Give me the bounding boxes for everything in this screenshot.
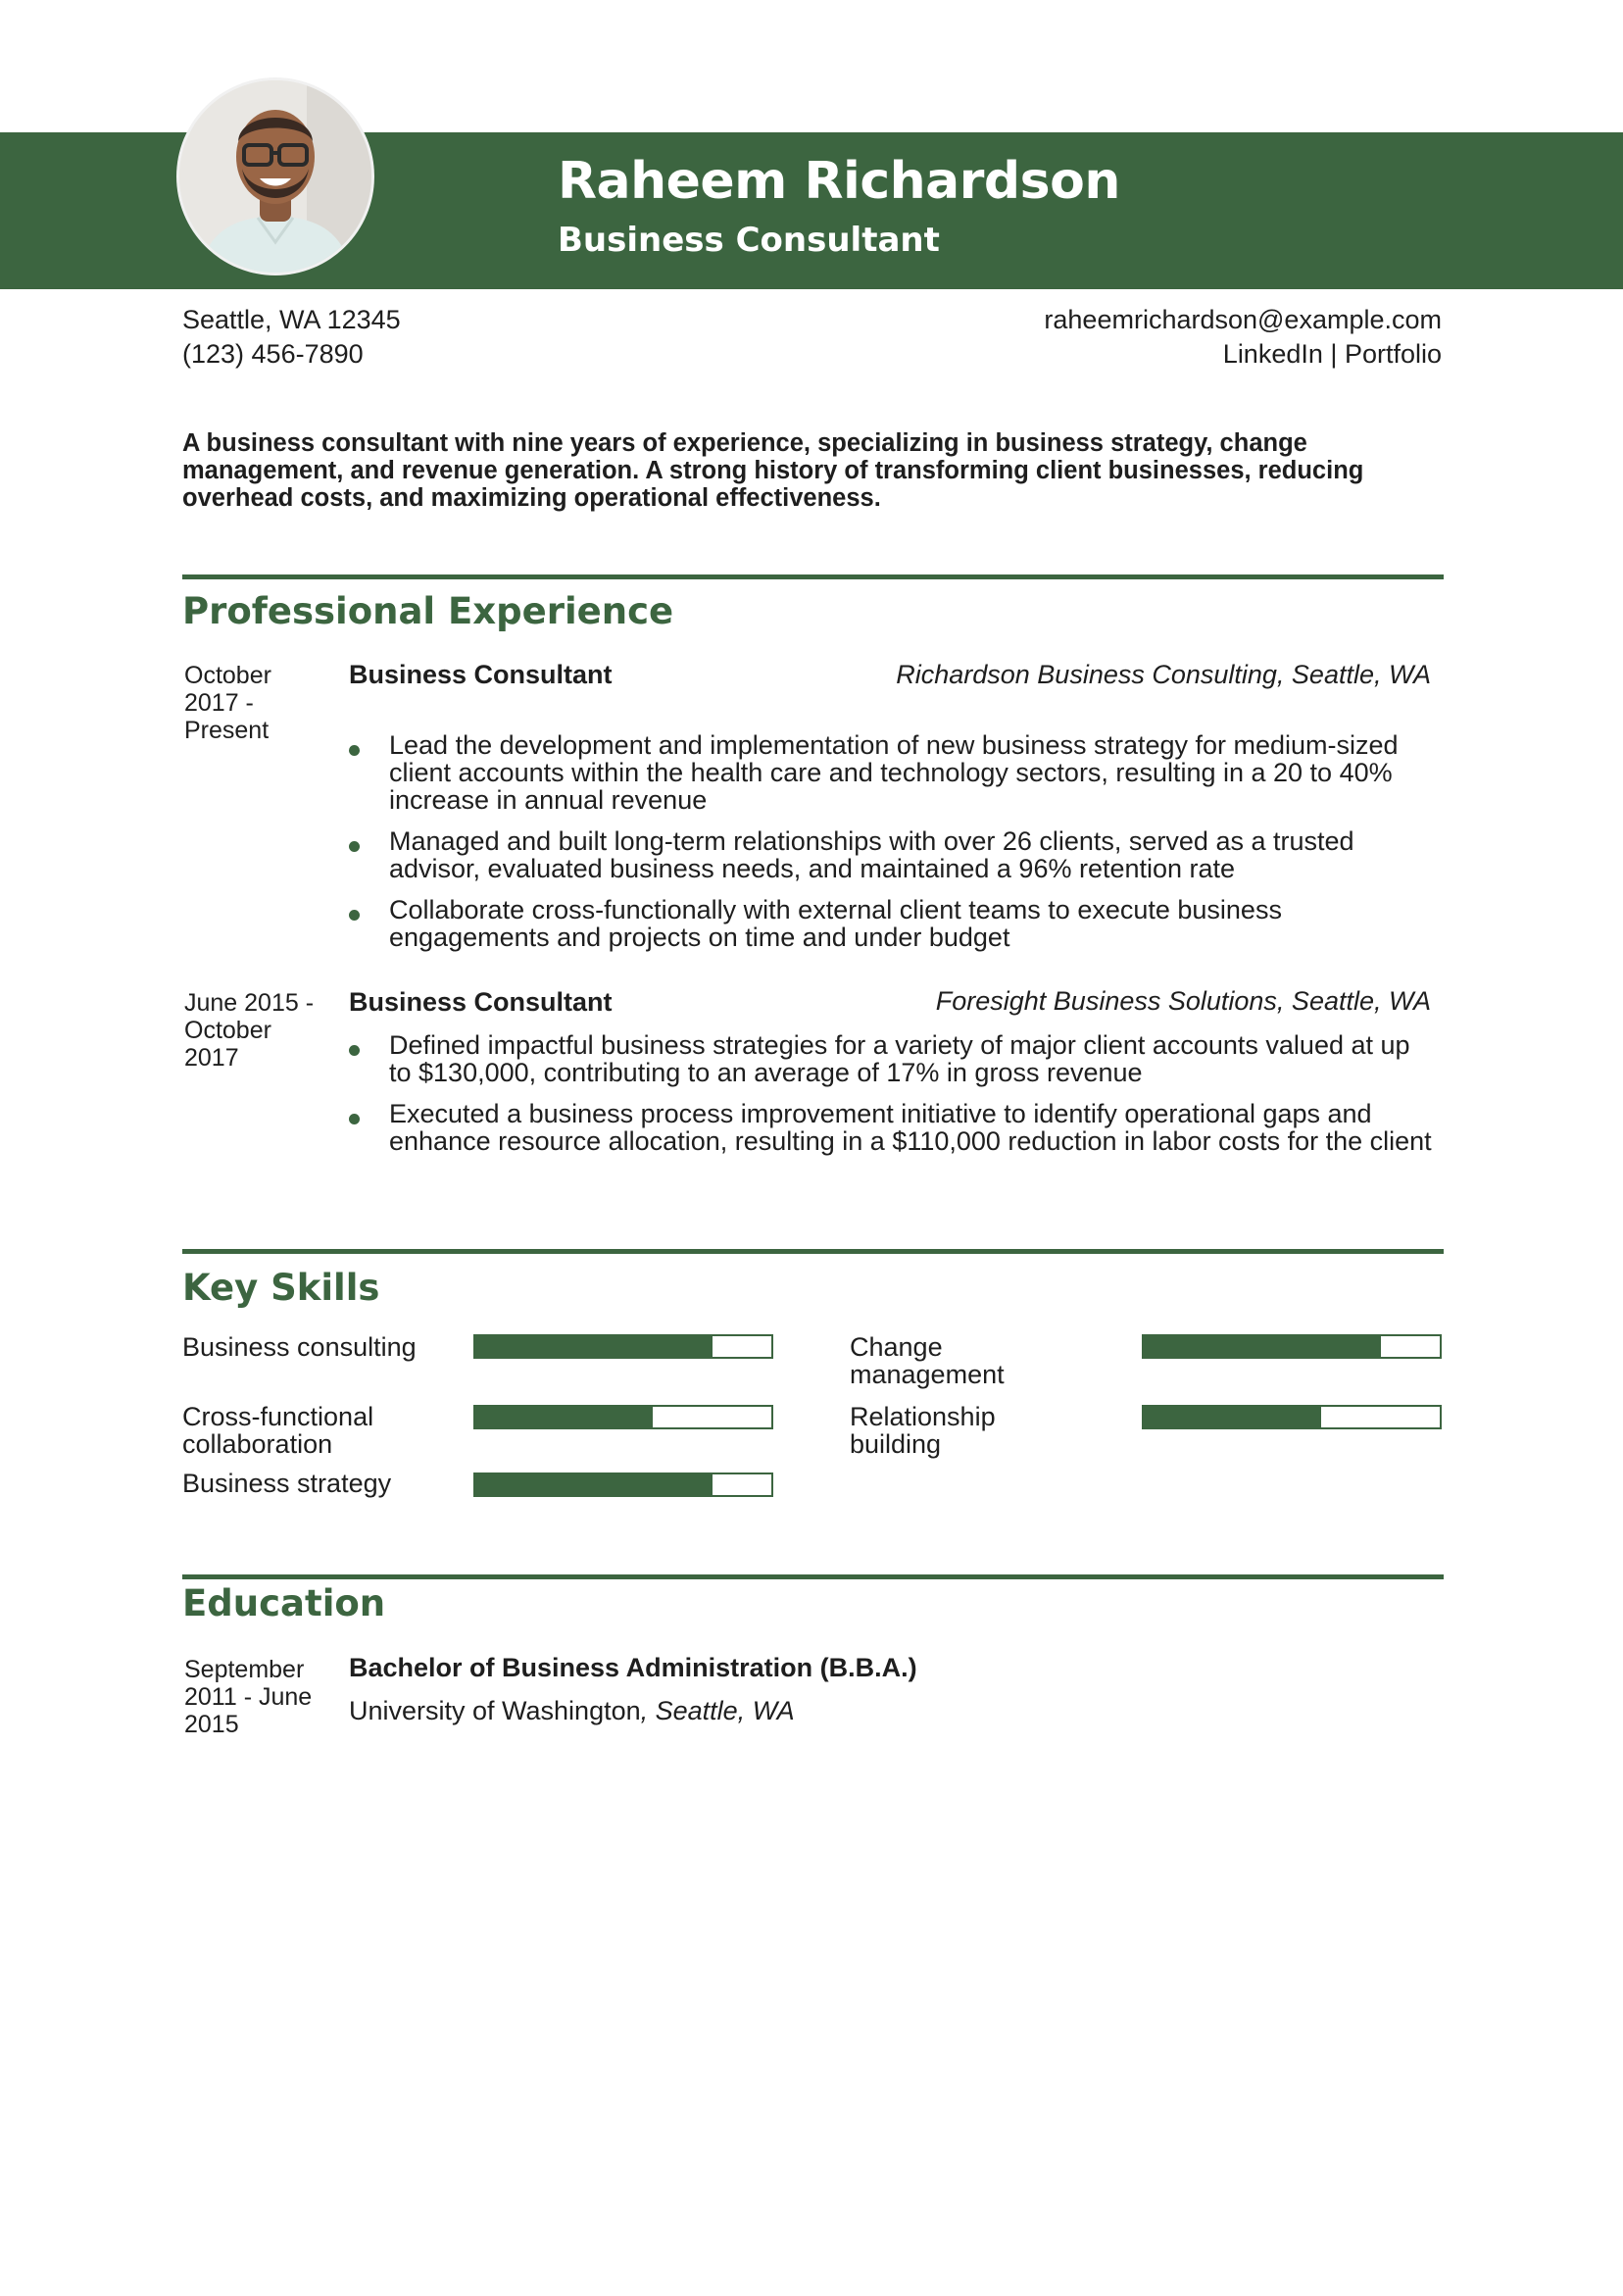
list-item: Defined impactful business strategies for a variety of major client accounts valued at up to $130,000, contributing to an average of 17% in gross revenue xyxy=(349,1031,1437,1086)
experience-heading: Professional Experience xyxy=(182,590,674,632)
list-item: Executed a business process improvement initiative to identify operational gaps and enhance resource allocation, resulting in a $110,000 reduction in labor costs for the client xyxy=(349,1100,1437,1155)
person-avatar-icon xyxy=(179,80,371,273)
candidate-name: Raheem Richardson xyxy=(558,152,1120,211)
school-name: University of Washington xyxy=(349,1696,641,1725)
list-item: Managed and built long-term relationships with over 26 clients, served as a trusted advisor, evaluated business needs, and maintained a 96% retention rate xyxy=(349,827,1437,882)
education-heading: Education xyxy=(182,1582,386,1624)
skill-bar xyxy=(473,1472,773,1497)
school-location: , Seattle, WA xyxy=(640,1696,795,1725)
job-title: Business Consultant xyxy=(349,987,613,1017)
skill-bar xyxy=(473,1334,773,1359)
skill-bar-fill xyxy=(475,1336,713,1357)
job-bullets xyxy=(349,731,1437,965)
contact-links xyxy=(1223,341,1442,368)
job-bullets xyxy=(349,1031,1437,1169)
section-divider xyxy=(182,1249,1444,1254)
skill-bar-fill xyxy=(1144,1407,1321,1427)
job-title: Business Consultant xyxy=(349,660,613,689)
job-company: Foresight Business Solutions, Seattle, WA xyxy=(935,986,1431,1016)
link-separator: | xyxy=(1330,339,1338,369)
job-dates: October 2017 - Present xyxy=(184,662,271,744)
skill-bar-fill xyxy=(1144,1336,1381,1357)
job-dates: June 2015 - October 2017 xyxy=(184,989,315,1072)
list-item: Lead the development and implementation of new business strategy for medium-sized client accounts within the health care and technology sectors, resulting in a 20 to 40% increase in annual revenue xyxy=(349,731,1437,814)
candidate-title: Business Consultant xyxy=(558,221,940,260)
skill-label: Business strategy xyxy=(182,1469,392,1498)
skill-label: Cross-functional collaboration xyxy=(182,1402,374,1459)
section-divider xyxy=(182,1574,1444,1579)
skill-label: Change management xyxy=(850,1332,1005,1389)
contact-location: Seattle, WA 12345 xyxy=(182,305,401,334)
skill-label: Relationship building xyxy=(850,1402,996,1459)
skills-heading: Key Skills xyxy=(182,1267,380,1309)
skill-bar-fill xyxy=(475,1407,653,1427)
contact-email[interactable]: raheemrichardson@example.com xyxy=(1044,305,1442,334)
skill-bar xyxy=(1142,1405,1442,1429)
skill-bar-fill xyxy=(475,1474,713,1495)
summary-paragraph: A business consultant with nine years of experience, specializing in business strategy, change management, and revenue generation. A strong history of transforming client businesses, reducing overhead costs, and maximizing operational effectiveness. xyxy=(182,429,1364,512)
linkedin-link[interactable]: LinkedIn xyxy=(1222,339,1323,369)
education-dates: September 2011 - June 2015 xyxy=(184,1656,313,1738)
contact-phone: (123) 456-7890 xyxy=(182,339,364,369)
list-item: Collaborate cross-functionally with external client teams to execute business engagements and projects on time and under budget xyxy=(349,896,1437,951)
section-divider xyxy=(182,574,1444,579)
education-school xyxy=(349,1696,795,1726)
job-company: Richardson Business Consulting, Seattle, WA xyxy=(896,660,1431,689)
skill-bar xyxy=(1142,1334,1442,1359)
education-degree: Bachelor of Business Administration (B.B.A.) xyxy=(349,1653,917,1682)
profile-photo xyxy=(179,80,371,273)
portfolio-link[interactable]: Portfolio xyxy=(1344,339,1442,369)
skill-bar xyxy=(473,1405,773,1429)
skill-label: Business consulting xyxy=(182,1332,417,1362)
